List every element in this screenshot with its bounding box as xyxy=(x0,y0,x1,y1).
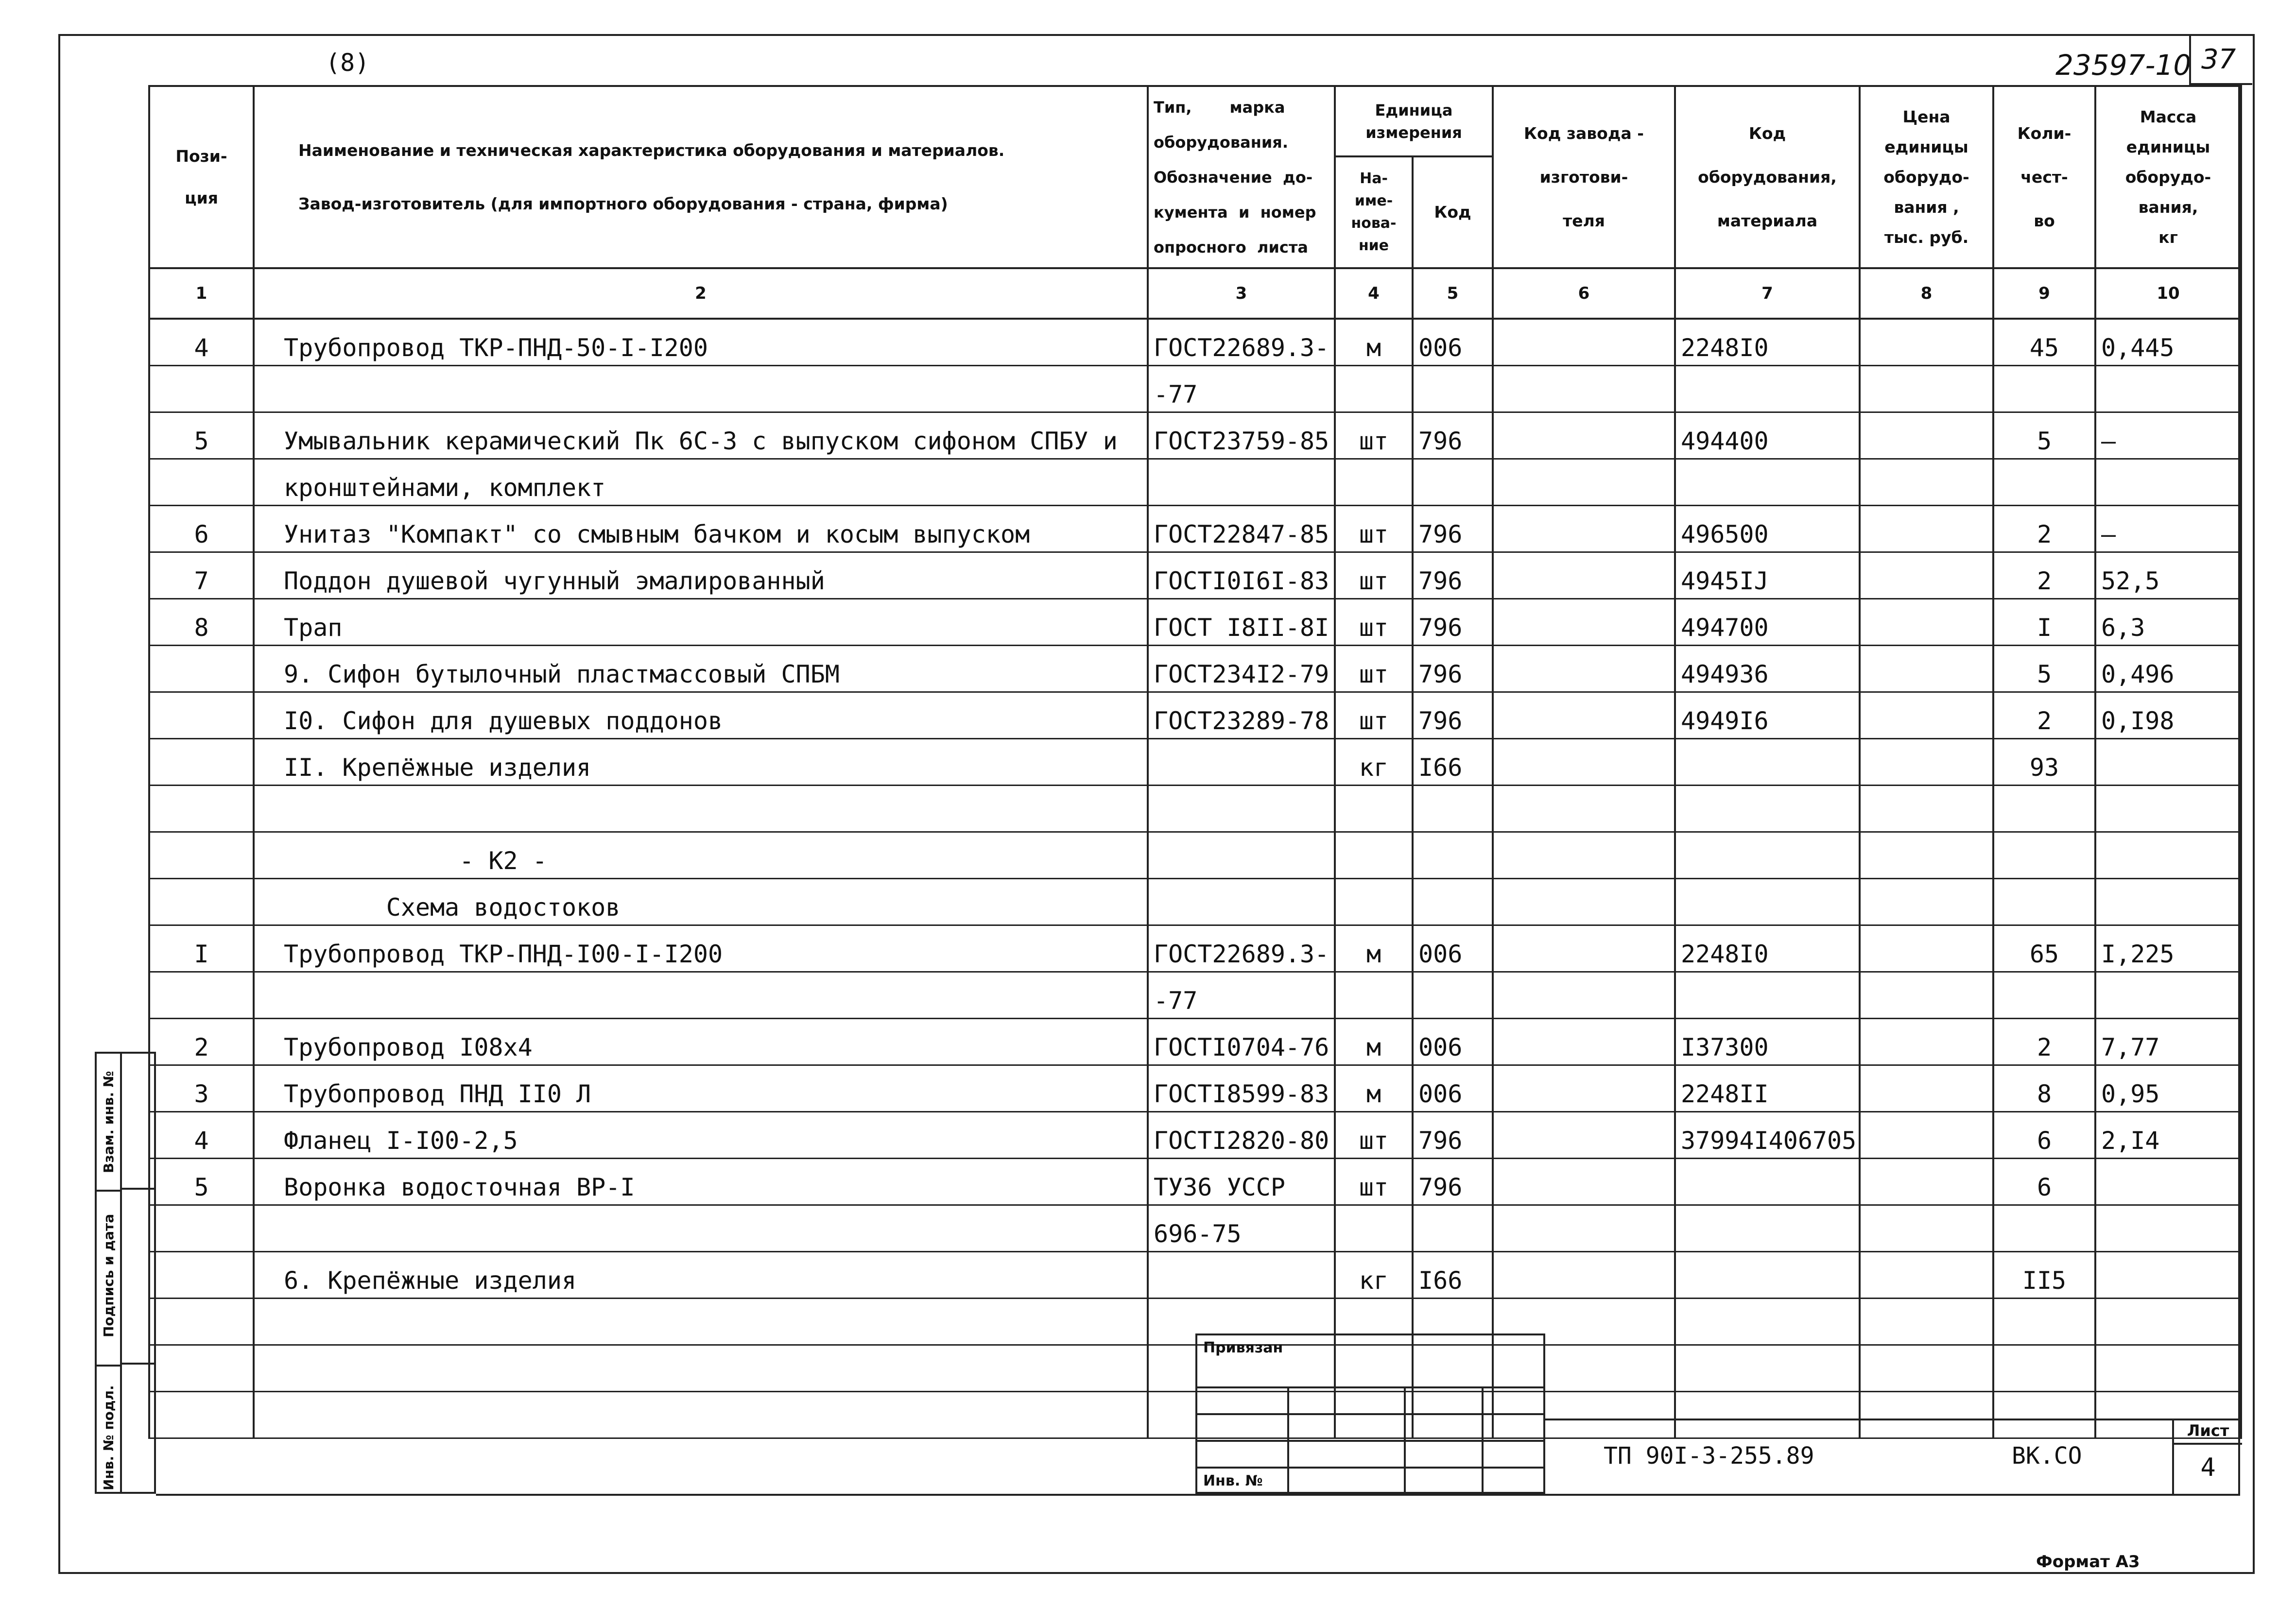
cell-position xyxy=(149,646,254,692)
cell-equipment-code xyxy=(1675,366,1860,412)
cell-price xyxy=(1860,786,1993,832)
cell-factory-code xyxy=(1493,972,1675,1019)
binding-stamp xyxy=(1195,1333,1545,1494)
cell-price xyxy=(1860,739,1993,786)
cell-price xyxy=(1860,1019,1993,1065)
header-name-line2: Завод-изготовитель (для импортного оборудования - страна, фирма) xyxy=(298,194,948,213)
cell-price xyxy=(1860,925,1993,972)
table-row xyxy=(149,1205,2241,1252)
cell-equipment-code xyxy=(1675,972,1860,1019)
stamp-bound-label: Привязан xyxy=(1203,1339,1283,1356)
cell-document xyxy=(1148,739,1335,786)
side-cell-inv xyxy=(97,1365,120,1496)
drawing-mark: ВК.СО xyxy=(2012,1442,2082,1470)
cell-quantity: II5 xyxy=(1993,1252,2095,1299)
cell-equipment-code xyxy=(1675,739,1860,786)
cell-unit-code: 796 xyxy=(1413,1112,1493,1159)
cell-price xyxy=(1860,1112,1993,1159)
table-row xyxy=(149,1065,2241,1112)
table-row xyxy=(149,599,2241,646)
cell-position xyxy=(149,1252,254,1299)
cell-document xyxy=(1148,459,1335,506)
cell-unit xyxy=(1335,786,1413,832)
header-type: Тип, марка оборудования. Обозначение до- кумента и номер опросного листа xyxy=(1148,86,1335,268)
cell-price xyxy=(1860,1345,1993,1392)
cell-mass: 0,445 xyxy=(2095,319,2241,366)
cell-unit xyxy=(1335,459,1413,506)
cell-factory-code xyxy=(1493,925,1675,972)
header-factory-code: Код завода - изготови- теля xyxy=(1493,86,1675,268)
table-row xyxy=(149,692,2241,739)
cell-position: 7 xyxy=(149,552,254,599)
cell-unit-code: 796 xyxy=(1413,552,1493,599)
cell-unit-code: 796 xyxy=(1413,412,1493,459)
cell-price xyxy=(1860,366,1993,412)
cell-document: ГОСТ I8II-8I xyxy=(1148,599,1335,646)
cell-document: -77 xyxy=(1148,972,1335,1019)
cell-quantity: 5 xyxy=(1993,646,2095,692)
column-number: 1 xyxy=(149,268,254,319)
cell-unit xyxy=(1335,972,1413,1019)
cell-unit: шт xyxy=(1335,552,1413,599)
cell-document: ГОСТ22847-85 xyxy=(1148,506,1335,552)
sheet-number: 4 xyxy=(2200,1453,2216,1482)
cell-unit-code: 006 xyxy=(1413,319,1493,366)
side-cell-sign xyxy=(97,1190,120,1352)
cell-unit-code: 796 xyxy=(1413,692,1493,739)
project-code: ТП 90I-3-255.89 xyxy=(1604,1442,1814,1470)
cell-quantity: 2 xyxy=(1993,506,2095,552)
cell-document: ГОСТ23759-85 xyxy=(1148,412,1335,459)
cell-name: - К2 - xyxy=(254,832,1148,879)
cell-mass: 0,I98 xyxy=(2095,692,2241,739)
cell-unit-code: 796 xyxy=(1413,1159,1493,1205)
side-label-sign-date: Подпись и дата xyxy=(101,1214,117,1337)
table-body xyxy=(149,319,2241,1438)
cell-factory-code xyxy=(1493,459,1675,506)
cell-equipment-code: 4949I6 xyxy=(1675,692,1860,739)
cell-equipment-code xyxy=(1675,832,1860,879)
cell-unit-code xyxy=(1413,459,1493,506)
cell-document: ТУ36 УССР xyxy=(1148,1159,1335,1205)
side-label-inv-orig: Инв. № подл. xyxy=(101,1385,117,1490)
specification-table xyxy=(148,85,2242,1439)
cell-mass xyxy=(2095,366,2241,412)
header-mass: Масса единицы оборудо- вания, кг xyxy=(2095,86,2241,268)
cell-document: ГОСТ22689.3- xyxy=(1148,319,1335,366)
cell-position xyxy=(149,832,254,879)
cell-price xyxy=(1860,459,1993,506)
cell-name: Умывальник керамический Пк 6С-3 с выпуском сифоном СПБУ и xyxy=(254,412,1148,459)
cell-unit-code xyxy=(1413,366,1493,412)
cell-price xyxy=(1860,1252,1993,1299)
cell-quantity xyxy=(1993,1345,2095,1392)
cell-unit xyxy=(1335,1205,1413,1252)
column-number: 10 xyxy=(2095,268,2241,319)
side-stamp-blank xyxy=(122,1052,156,1494)
cell-price xyxy=(1860,552,1993,599)
cell-mass xyxy=(2095,786,2241,832)
cell-document xyxy=(1148,832,1335,879)
cell-factory-code xyxy=(1493,599,1675,646)
cell-unit: шт xyxy=(1335,599,1413,646)
cell-document: ГОСТI0704-76 xyxy=(1148,1019,1335,1065)
cell-unit-code: 006 xyxy=(1413,1019,1493,1065)
cell-factory-code xyxy=(1493,319,1675,366)
cell-factory-code xyxy=(1493,1205,1675,1252)
cell-mass xyxy=(2095,1345,2241,1392)
cell-price xyxy=(1860,412,1993,459)
cell-equipment-code xyxy=(1675,1252,1860,1299)
table-row xyxy=(149,319,2241,366)
cell-price xyxy=(1860,1159,1993,1205)
cell-factory-code xyxy=(1493,412,1675,459)
cell-equipment-code: 494936 xyxy=(1675,646,1860,692)
cell-name xyxy=(254,786,1148,832)
sheet-box xyxy=(2172,1419,2242,1494)
cell-equipment-code xyxy=(1675,786,1860,832)
header-quantity: Коли- чест- во xyxy=(1993,86,2095,268)
cell-name xyxy=(254,366,1148,412)
cell-unit-code xyxy=(1413,786,1493,832)
cell-position: 8 xyxy=(149,599,254,646)
table-row xyxy=(149,879,2241,925)
header-unit-code: Код xyxy=(1413,156,1493,268)
cell-equipment-code: 4945IJ xyxy=(1675,552,1860,599)
table-row xyxy=(149,972,2241,1019)
cell-equipment-code: 2248II xyxy=(1675,1065,1860,1112)
cell-unit xyxy=(1335,879,1413,925)
cell-mass xyxy=(2095,1299,2241,1345)
cell-factory-code xyxy=(1493,506,1675,552)
cell-quantity: I xyxy=(1993,599,2095,646)
cell-name: Воронка водосточная ВР-I xyxy=(254,1159,1148,1205)
table-row xyxy=(149,925,2241,972)
cell-factory-code xyxy=(1493,786,1675,832)
header-name xyxy=(254,86,1148,268)
table-row xyxy=(149,786,2241,832)
cell-equipment-code xyxy=(1675,1159,1860,1205)
cell-quantity: 6 xyxy=(1993,1112,2095,1159)
cell-price xyxy=(1860,832,1993,879)
column-number: 4 xyxy=(1335,268,1413,319)
side-stamp xyxy=(95,1052,122,1494)
cell-position xyxy=(149,879,254,925)
cell-unit: шт xyxy=(1335,1112,1413,1159)
cell-equipment-code: 494400 xyxy=(1675,412,1860,459)
table-row xyxy=(149,1159,2241,1205)
section-number: (8) xyxy=(326,49,370,77)
cell-unit-code xyxy=(1413,879,1493,925)
cell-position: 4 xyxy=(149,319,254,366)
cell-document: ГОСТ234I2-79 xyxy=(1148,646,1335,692)
cell-name xyxy=(254,972,1148,1019)
cell-mass xyxy=(2095,832,2241,879)
table-right-border xyxy=(2238,85,2240,1494)
cell-price xyxy=(1860,972,1993,1019)
cell-position: 5 xyxy=(149,412,254,459)
cell-name: кронштейнами, комплект xyxy=(254,459,1148,506)
table-row xyxy=(149,366,2241,412)
cell-mass: 6,3 xyxy=(2095,599,2241,646)
cell-quantity xyxy=(1993,366,2095,412)
cell-unit xyxy=(1335,832,1413,879)
cell-position xyxy=(149,1345,254,1392)
cell-unit-code: 796 xyxy=(1413,599,1493,646)
cell-position xyxy=(149,1392,254,1438)
cell-position: 4 xyxy=(149,1112,254,1159)
cell-name: Унитаз "Компакт" со смывным бачком и косым выпуском xyxy=(254,506,1148,552)
cell-unit: м xyxy=(1335,925,1413,972)
header-price: Цена единицы оборудо- вания , тыс. руб. xyxy=(1860,86,1993,268)
header-equipment-code: Код оборудования, материала xyxy=(1675,86,1860,268)
cell-position xyxy=(149,692,254,739)
cell-mass: 0,496 xyxy=(2095,646,2241,692)
cell-factory-code xyxy=(1493,646,1675,692)
column-number: 7 xyxy=(1675,268,1860,319)
cell-position xyxy=(149,739,254,786)
sheet-label: Лист xyxy=(2174,1419,2242,1445)
column-number: 5 xyxy=(1413,268,1493,319)
cell-name: II. Крепёжные изделия xyxy=(254,739,1148,786)
cell-unit: м xyxy=(1335,319,1413,366)
cell-factory-code xyxy=(1493,832,1675,879)
cell-quantity: 45 xyxy=(1993,319,2095,366)
cell-name xyxy=(254,1205,1148,1252)
cell-factory-code xyxy=(1493,552,1675,599)
cell-unit xyxy=(1335,366,1413,412)
cell-name: Трубопровод ПНД II0 Л xyxy=(254,1065,1148,1112)
cell-mass xyxy=(2095,739,2241,786)
cell-unit: м xyxy=(1335,1065,1413,1112)
cell-quantity: 5 xyxy=(1993,412,2095,459)
cell-price xyxy=(1860,1205,1993,1252)
cell-unit: шт xyxy=(1335,692,1413,739)
table-row xyxy=(149,412,2241,459)
cell-document: 696-75 xyxy=(1148,1205,1335,1252)
cell-equipment-code: I37300 xyxy=(1675,1019,1860,1065)
cell-name: Схема водостоков xyxy=(254,879,1148,925)
column-number: 8 xyxy=(1860,268,1993,319)
cell-document xyxy=(1148,1252,1335,1299)
cell-quantity: 65 xyxy=(1993,925,2095,972)
cell-position xyxy=(149,1205,254,1252)
cell-unit-code: I66 xyxy=(1413,739,1493,786)
cell-equipment-code: 37994I406705 xyxy=(1675,1112,1860,1159)
header-unit-name: На- име- нова- ние xyxy=(1335,156,1413,268)
cell-mass xyxy=(2095,1252,2241,1299)
cell-price xyxy=(1860,599,1993,646)
bottom-border xyxy=(156,1494,2240,1496)
cell-unit: м xyxy=(1335,1019,1413,1065)
cell-factory-code xyxy=(1493,1252,1675,1299)
cell-mass xyxy=(2095,459,2241,506)
cell-equipment-code: 494700 xyxy=(1675,599,1860,646)
cell-quantity: 6 xyxy=(1993,1159,2095,1205)
cell-factory-code xyxy=(1493,1112,1675,1159)
cell-unit-code: 006 xyxy=(1413,925,1493,972)
cell-unit-code: I66 xyxy=(1413,1252,1493,1299)
cell-name: Трубопровод I08x4 xyxy=(254,1019,1148,1065)
cell-name xyxy=(254,1345,1148,1392)
cell-factory-code xyxy=(1493,366,1675,412)
cell-unit-code: 006 xyxy=(1413,1065,1493,1112)
cell-name: Трубопровод ТКР-ПНД-50-I-I200 xyxy=(254,319,1148,366)
format-label: Формат А3 xyxy=(2036,1552,2140,1572)
cell-quantity xyxy=(1993,1299,2095,1345)
cell-price xyxy=(1860,692,1993,739)
cell-position xyxy=(149,459,254,506)
cell-position xyxy=(149,1299,254,1345)
cell-factory-code xyxy=(1493,1019,1675,1065)
column-number-row xyxy=(149,268,2241,319)
cell-name: 9. Сифон бутылочный пластмассовый СПБМ xyxy=(254,646,1148,692)
cell-document: ГОСТ23289-78 xyxy=(1148,692,1335,739)
cell-unit-code: 796 xyxy=(1413,506,1493,552)
cell-unit: шт xyxy=(1335,506,1413,552)
cell-quantity: 8 xyxy=(1993,1065,2095,1112)
cell-mass: 7,77 xyxy=(2095,1019,2241,1065)
cell-unit: кг xyxy=(1335,1252,1413,1299)
cell-quantity xyxy=(1993,786,2095,832)
cell-unit-code xyxy=(1413,972,1493,1019)
cell-unit: кг xyxy=(1335,739,1413,786)
cell-quantity: 2 xyxy=(1993,552,2095,599)
cell-name: Фланец I-I00-2,5 xyxy=(254,1112,1148,1159)
cell-name xyxy=(254,1392,1148,1438)
cell-equipment-code: 2248I0 xyxy=(1675,925,1860,972)
sheet-number-handwritten: 37 xyxy=(2201,44,2236,75)
cell-price xyxy=(1860,879,1993,925)
cell-equipment-code xyxy=(1675,1205,1860,1252)
cell-position xyxy=(149,972,254,1019)
cell-unit-code xyxy=(1413,1205,1493,1252)
cell-mass xyxy=(2095,1159,2241,1205)
cell-position: 6 xyxy=(149,506,254,552)
cell-unit: шт xyxy=(1335,1159,1413,1205)
cell-quantity: 2 xyxy=(1993,692,2095,739)
cell-document: ГОСТ22689.3- xyxy=(1148,925,1335,972)
cell-position xyxy=(149,786,254,832)
table-row xyxy=(149,1019,2241,1065)
cell-unit: шт xyxy=(1335,646,1413,692)
cell-mass xyxy=(2095,972,2241,1019)
cell-position: I xyxy=(149,925,254,972)
cell-equipment-code: 2248I0 xyxy=(1675,319,1860,366)
cell-mass xyxy=(2095,879,2241,925)
side-label-replace-inv: Взам. инв. № xyxy=(101,1071,117,1173)
cell-name: Трап xyxy=(254,599,1148,646)
cell-equipment-code xyxy=(1675,879,1860,925)
column-number: 9 xyxy=(1993,268,2095,319)
cell-position: 5 xyxy=(149,1159,254,1205)
cell-equipment-code: 496500 xyxy=(1675,506,1860,552)
cell-factory-code xyxy=(1493,1159,1675,1205)
cell-factory-code xyxy=(1493,1065,1675,1112)
cell-position xyxy=(149,366,254,412)
cell-equipment-code xyxy=(1675,459,1860,506)
cell-quantity xyxy=(1993,459,2095,506)
cell-price xyxy=(1860,1065,1993,1112)
header-name-line1: Наименование и техническая характеристика оборудования и материалов. xyxy=(298,140,1005,160)
header-unit-group: Единица измерения xyxy=(1335,86,1493,156)
column-number: 2 xyxy=(254,268,1148,319)
cell-mass: 2,I4 xyxy=(2095,1112,2241,1159)
table-row xyxy=(149,1252,2241,1299)
column-number: 6 xyxy=(1493,268,1675,319)
cell-document: ГОСТI8599-83 xyxy=(1148,1065,1335,1112)
document-code-handwritten: 23597-10 xyxy=(2055,49,2192,82)
table-row xyxy=(149,832,2241,879)
cell-document: -77 xyxy=(1148,366,1335,412)
cell-equipment-code xyxy=(1675,1345,1860,1392)
cell-name: 6. Крепёжные изделия xyxy=(254,1252,1148,1299)
cell-document xyxy=(1148,786,1335,832)
cell-mass: – xyxy=(2095,412,2241,459)
column-number: 3 xyxy=(1148,268,1335,319)
table-row xyxy=(149,739,2241,786)
cell-price xyxy=(1860,1299,1993,1345)
cell-price xyxy=(1860,319,1993,366)
table-row xyxy=(149,552,2241,599)
cell-quantity: 93 xyxy=(1993,739,2095,786)
stamp-inv-label: Инв. № xyxy=(1203,1472,1263,1489)
cell-mass: 0,95 xyxy=(2095,1065,2241,1112)
cell-quantity: 2 xyxy=(1993,1019,2095,1065)
cell-factory-code xyxy=(1493,739,1675,786)
cell-mass: – xyxy=(2095,506,2241,552)
cell-price xyxy=(1860,506,1993,552)
table-row xyxy=(149,1112,2241,1159)
table-row xyxy=(149,459,2241,506)
cell-name: I0. Сифон для душевых поддонов xyxy=(254,692,1148,739)
side-cell-replace xyxy=(97,1052,120,1173)
cell-quantity xyxy=(1993,832,2095,879)
cell-mass: I,225 xyxy=(2095,925,2241,972)
cell-mass: 52,5 xyxy=(2095,552,2241,599)
cell-document: ГОСТI0I6I-83 xyxy=(1148,552,1335,599)
cell-position: 3 xyxy=(149,1065,254,1112)
table-row xyxy=(149,506,2241,552)
cell-equipment-code xyxy=(1675,1299,1860,1345)
cell-quantity xyxy=(1993,972,2095,1019)
title-block xyxy=(1545,1419,2240,1496)
cell-price xyxy=(1860,646,1993,692)
cell-mass xyxy=(2095,1205,2241,1252)
cell-document: ГОСТI2820-80 xyxy=(1148,1112,1335,1159)
cell-name: Трубопровод ТКР-ПНД-I00-I-I200 xyxy=(254,925,1148,972)
cell-unit: шт xyxy=(1335,412,1413,459)
cell-name xyxy=(254,1299,1148,1345)
header-position: Пози- ция xyxy=(149,86,254,268)
table-row xyxy=(149,646,2241,692)
cell-name: Поддон душевой чугунный эмалированный xyxy=(254,552,1148,599)
cell-position: 2 xyxy=(149,1019,254,1065)
cell-unit-code: 796 xyxy=(1413,646,1493,692)
cell-quantity xyxy=(1993,879,2095,925)
cell-factory-code xyxy=(1493,879,1675,925)
cell-document xyxy=(1148,879,1335,925)
cell-factory-code xyxy=(1493,692,1675,739)
cell-unit-code xyxy=(1413,832,1493,879)
cell-quantity xyxy=(1993,1205,2095,1252)
